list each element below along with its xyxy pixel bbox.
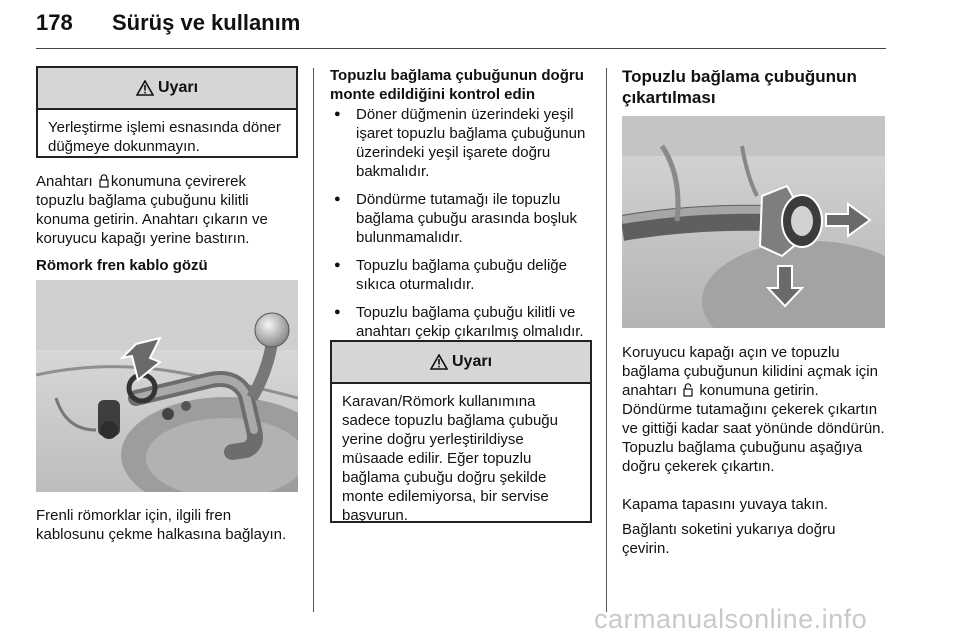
unlock-instruction-start: Koruyucu kapağı açın ve topuzlu bağlama çubuğunun kilidini açmak için anahtarı: [622, 344, 878, 399]
warning-text-2: Karavan/Römork kullanımına sadece topuzlu bağlama çubuğu yerine doğru yerleştirildiyse müsaade edilir. Eğer topuzlu bağlama çubuğu doğru şekilde monte edilemiyorsa, bir servise başvurun.: [342, 393, 558, 524]
warning-title-2: Uyarı: [451, 353, 493, 370]
column-divider-2: [606, 68, 607, 612]
lock-closed-icon: [99, 173, 109, 188]
brake-cable-heading: Römork fren kablo gözü: [36, 257, 208, 274]
lock-instruction-start: Anahtarı: [36, 173, 97, 190]
warning-header-2: [332, 342, 590, 384]
check-mounting-heading: Topuzlu bağlama çubuğunun doğru monte edildiğini kontrol edin: [330, 67, 584, 103]
watermark: carmanualsonline.info: [594, 604, 868, 634]
page-number: 178: [36, 10, 73, 35]
page-title: Sürüş ve kullanım: [112, 10, 301, 35]
removal-heading: Topuzlu bağlama çubuğunun çıkartılması: [622, 67, 857, 107]
warning-title-1: Uyarı: [157, 79, 199, 96]
column-divider-1: [313, 68, 314, 612]
lock-instruction-end: konumuna çevirerek topuzlu bağlama çubuğunu kilitli konuma getirin. Anahtarı çıkarın ve koruyucu kapağı yerine bastırın.: [36, 173, 268, 247]
unlock-instruction-end: konumuna getirin.: [695, 382, 819, 399]
warning-text-1: Yerleştirme işlemi esnasında döner düğmeye dokunmayın.: [48, 119, 281, 155]
lock-open-icon: [683, 382, 693, 397]
warning-triangle-icon: [136, 80, 154, 96]
warning-triangle-icon: [430, 354, 448, 370]
warning-box-2: [330, 340, 592, 523]
list-item: ● Döndürme tutamağı ile topuzlu bağlama çubuğu arasında boşluk bulunmamalıdır.: [330, 190, 594, 247]
header-divider: [36, 48, 886, 49]
check-list: [330, 105, 594, 350]
rotate-handle-text: Döndürme tutamağını çekerek çıkartın ve gittiği kadar saat yönünde döndürün. Topuzlu bağlama çubuğunu aşağıya doğru çekerek çıkartın.: [622, 401, 885, 475]
warning-box-1: [36, 66, 298, 158]
brake-cable-text: Frenli römorklar için, ilgili fren kablosunu çekme halkasına bağlayın.: [36, 507, 287, 543]
unlock-instruction: [622, 343, 886, 400]
cap-text: Kapama tapasını yuvaya takın.: [622, 496, 828, 513]
list-item: ● Topuzlu bağlama çubuğu kilitli ve anahtarı çekip çıkarılmış olmalıdır.: [330, 303, 594, 341]
warning-header-1: [38, 68, 296, 110]
ball-bar-removal-photo: [622, 116, 885, 328]
lock-instruction: [36, 172, 298, 248]
list-item: ● Döner düğmenin üzerindeki yeşil işaret topuzlu bağlama çubuğunun üzerindeki yeşil işarete doğru bakmalıdır.: [330, 105, 594, 181]
tow-hook-photo: [36, 280, 298, 492]
list-item: ● Topuzlu bağlama çubuğu deliğe sıkıca oturmalıdır.: [330, 256, 594, 294]
socket-text: Bağlantı soketini yukarıya doğru çevirin.: [622, 521, 836, 557]
